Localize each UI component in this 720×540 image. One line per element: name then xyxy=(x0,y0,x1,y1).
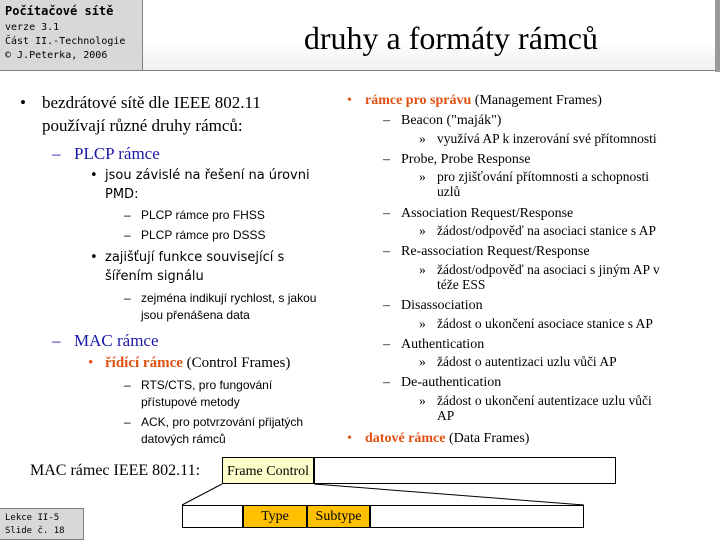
slide-footer-badge xyxy=(0,508,84,540)
authentication-sub: žádost o autentizaci uzlu vůči AP xyxy=(437,354,617,369)
dash-icon: – xyxy=(383,152,390,167)
reassociation-sub-line-1: žádost/odpověď na asociaci s jiným AP v xyxy=(437,262,660,277)
plcp-fhss: PLCP rámce pro FHSS xyxy=(141,208,265,222)
plcp-speed-line-1: zejména indikují rychlost, s jakou xyxy=(141,291,317,305)
data-frames-bold: datové rámce xyxy=(365,431,446,446)
dash-icon: – xyxy=(124,291,131,305)
beacon-sub: využívá AP k inzerování své přítomnosti xyxy=(437,131,657,146)
intro-line-1: bezdrátové sítě dle IEEE 802.11 xyxy=(42,93,261,112)
management-frames-rest: (Management Frames) xyxy=(471,93,602,108)
plcp-bullet-1-line-2: PMD: xyxy=(105,187,139,202)
beacon-item: Beacon ("maják") xyxy=(401,113,502,128)
deauthentication-sub-line-1: žádost o ukončení autentizace uzlu vůči xyxy=(437,393,652,408)
dash-icon: – xyxy=(52,331,61,350)
bullet-icon: • xyxy=(88,355,94,371)
subtype-field: Subtype xyxy=(307,505,370,528)
dash-icon: – xyxy=(383,337,390,352)
flags-field xyxy=(370,505,584,528)
badge-author: © J.Peterka, 2006 xyxy=(5,50,108,61)
arrow-icon: » xyxy=(419,316,426,331)
plcp-dsss: PLCP rámce pro DSSS xyxy=(141,228,266,242)
dash-icon: – xyxy=(383,206,390,221)
bullet-icon: • xyxy=(90,168,98,183)
arrow-icon: » xyxy=(419,223,426,238)
dash-icon: – xyxy=(124,378,131,392)
badge-version: verze 3.1 xyxy=(5,22,60,33)
probe-sub-line-2: uzlů xyxy=(437,184,461,199)
probe-item: Probe, Probe Response xyxy=(401,152,531,167)
bullet-icon: • xyxy=(347,431,352,446)
ack-line-2: datových rámců xyxy=(141,432,226,446)
plcp-bullet-2-line-2: šířením signálu xyxy=(105,269,204,284)
arrow-icon: » xyxy=(419,393,426,408)
intro-line-2: používají různé druhy rámců: xyxy=(42,116,243,135)
dash-icon: – xyxy=(124,415,131,429)
arrow-icon: » xyxy=(419,169,426,184)
badge-part: Část II.-Technologie xyxy=(5,36,126,47)
authentication-item: Authentication xyxy=(401,337,485,352)
plcp-speed-line-2: jsou přenášena data xyxy=(141,308,250,322)
disassociation-sub: žádost o ukončení asociace stanice s AP xyxy=(437,316,653,331)
rts-line-1: RTS/CTS, pro fungování xyxy=(141,378,273,392)
data-frames-rest: (Data Frames) xyxy=(445,431,530,446)
deauthentication-item: De-authentication xyxy=(401,375,502,390)
association-item: Association Request/Response xyxy=(401,206,574,221)
dash-icon: – xyxy=(52,144,61,163)
footer-lesson: Lekce II-5 xyxy=(5,513,60,523)
dash-icon: – xyxy=(124,208,131,222)
footer-slide-number: Slide č. 18 xyxy=(5,526,65,536)
mac-heading: MAC rámce xyxy=(74,331,159,350)
diagram-label: MAC rámec IEEE 802.11: xyxy=(30,462,201,479)
reassociation-sub-line-2: téže ESS xyxy=(437,277,486,292)
rts-line-2: přístupové metody xyxy=(141,395,240,409)
deauthentication-sub-line-2: AP xyxy=(437,408,455,423)
plcp-bullet-2-line-1: zajišťují funkce související s xyxy=(105,250,285,265)
badge-title: Počítačové sítě xyxy=(5,4,114,18)
type-field: Type xyxy=(243,505,307,528)
dash-icon: – xyxy=(124,228,131,242)
reassociation-item: Re-association Request/Response xyxy=(401,244,590,259)
bullet-icon: • xyxy=(20,93,26,112)
bullet-icon: • xyxy=(90,250,98,265)
plcp-heading: PLCP rámce xyxy=(74,144,160,163)
management-frames-bold: rámce pro správu xyxy=(365,93,472,108)
arrow-icon: » xyxy=(419,262,426,277)
dash-icon: – xyxy=(383,375,390,390)
frame-control-field: Frame Control xyxy=(222,457,314,484)
page-title: druhy a formáty rámců xyxy=(303,20,598,56)
control-frames-bold: řídící rámce xyxy=(105,355,183,371)
plcp-bullet-1-line-1: jsou závislé na řešení na úrovni xyxy=(105,168,310,183)
dash-icon: – xyxy=(383,113,390,128)
frame-body-field xyxy=(314,457,616,484)
bullet-icon: • xyxy=(347,93,352,108)
disassociation-item: Disassociation xyxy=(401,298,483,313)
dash-icon: – xyxy=(383,298,390,313)
arrow-icon: » xyxy=(419,354,426,369)
control-frames-rest: (Control Frames) xyxy=(182,355,291,371)
dash-icon: – xyxy=(383,244,390,259)
probe-sub-line-1: pro zjišťování přítomnosti a schopnosti xyxy=(437,169,649,184)
protocol-version-field xyxy=(182,505,243,528)
arrow-icon: » xyxy=(419,131,426,146)
association-sub: žádost/odpověď na asociaci stanice s AP xyxy=(437,223,657,238)
ack-line-1: ACK, pro potvrzování přijatých xyxy=(141,415,304,429)
